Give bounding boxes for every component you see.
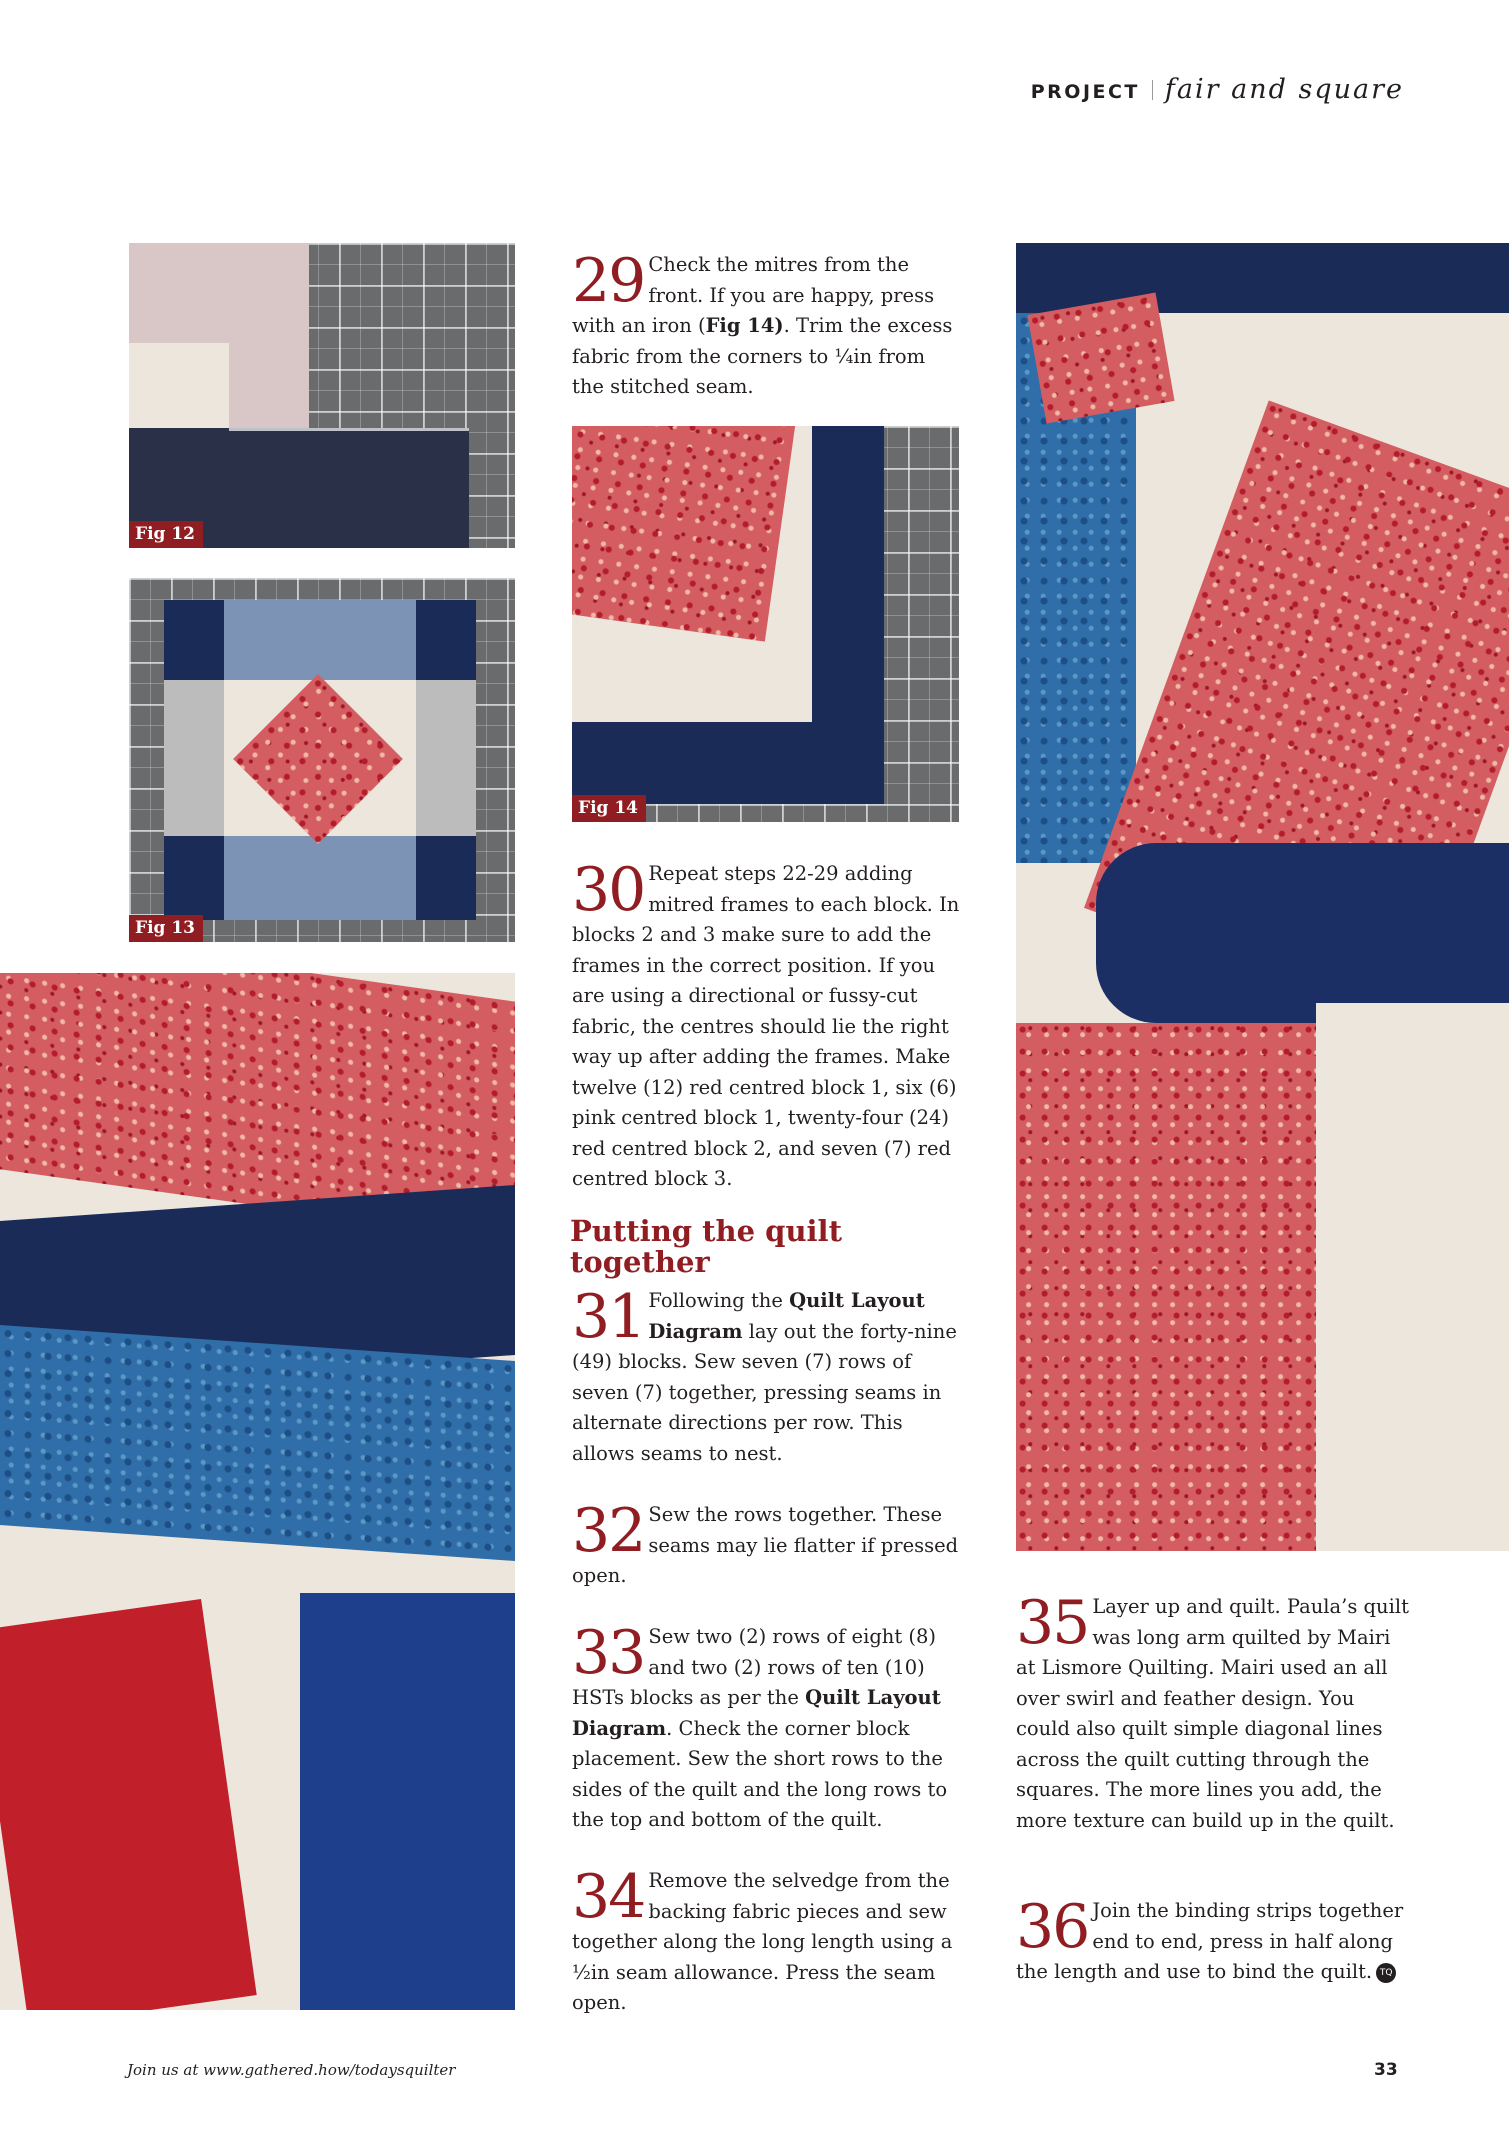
step-number: 32: [572, 1496, 645, 1566]
step-number: 34: [572, 1862, 645, 1932]
quilt-rolled-photo-right: [1016, 243, 1509, 1551]
footer-url: Join us at www.gathered.how/todaysquilter: [127, 2061, 456, 2079]
step-29: 29 Check the mitres from the front. If you are happy, press with an iron (Fig 14). Trim the excess fabric from the corners to ¼in from the stitched seam.: [572, 246, 953, 398]
end-mark-icon: TQ: [1376, 1963, 1396, 1983]
step-number: 29: [572, 246, 645, 316]
step-33: 33 Sew two (2) rows of eight (8) and two (2) rows of ten (10) HSTs blocks as per the Quilt Layout Diagram. Check the corner block placement. Sew the short rows to the sides of the quilt and the long rows to the top and bottom of the quilt.: [572, 1618, 948, 1831]
header-divider: [1152, 80, 1153, 100]
fig13-photo: [129, 578, 515, 942]
step-number: 36: [1016, 1892, 1089, 1962]
step-30: 30 Repeat steps 22-29 adding mitred frames to each block. In blocks 2 and 3 make sure to add the frames in the correct position. If you are using a directional or fussy-cut fabric, the centres should lie the right way up after adding the frames. Make twelve (12) red centred block 1, six (6) pink centred block 1, twenty-four (24) red centred block 2, and seven (7) red centred block 3.: [572, 855, 960, 1190]
section-label: PROJECT: [1030, 81, 1140, 103]
fig13-label: Fig 13: [129, 915, 203, 942]
quilt-closeup-photo-left: [0, 973, 515, 2010]
step-number: 31: [572, 1282, 645, 1352]
step-36: 36 Join the binding strips together end to end, press in half along the length and use to bind the quilt. TQ: [1016, 1892, 1404, 1983]
page-number: 33: [1374, 2060, 1398, 2080]
running-header: [1031, 74, 1404, 105]
fig12-label: Fig 12: [129, 521, 203, 548]
step-34: 34 Remove the selvedge from the backing fabric pieces and sew together along the long length using a ½in seam allowance. Press the seam open.: [572, 1862, 953, 2014]
project-title: fair and square: [1164, 74, 1404, 105]
step-35: 35 Layer up and quilt. Paula’s quilt was long arm quilted by Mairi at Lismore Quilting. Mairi used an all over swirl and feather design. You could also quilt simple diagonal lines across the quilt cutting through the squares. The more lines you add, the more texture can build up in the quilt.: [1016, 1588, 1409, 1832]
fig14-label: Fig 14: [572, 795, 646, 822]
fig14-photo: [572, 426, 959, 822]
step-number: 33: [572, 1618, 645, 1688]
section-heading: Putting the quilt together: [570, 1214, 842, 1279]
step-number: 35: [1016, 1588, 1089, 1658]
step-32: 32 Sew the rows together. These seams may lie flatter if pressed open.: [572, 1496, 959, 1587]
step-number: 30: [572, 855, 645, 925]
step-31: 31 Following the Quilt Layout Diagram lay out the forty-nine (49) blocks. Sew seven (7) rows of seven (7) together, pressing seams in alternate directions per row. This allows seams to nest.: [572, 1282, 957, 1465]
fig12-photo: [129, 243, 515, 548]
